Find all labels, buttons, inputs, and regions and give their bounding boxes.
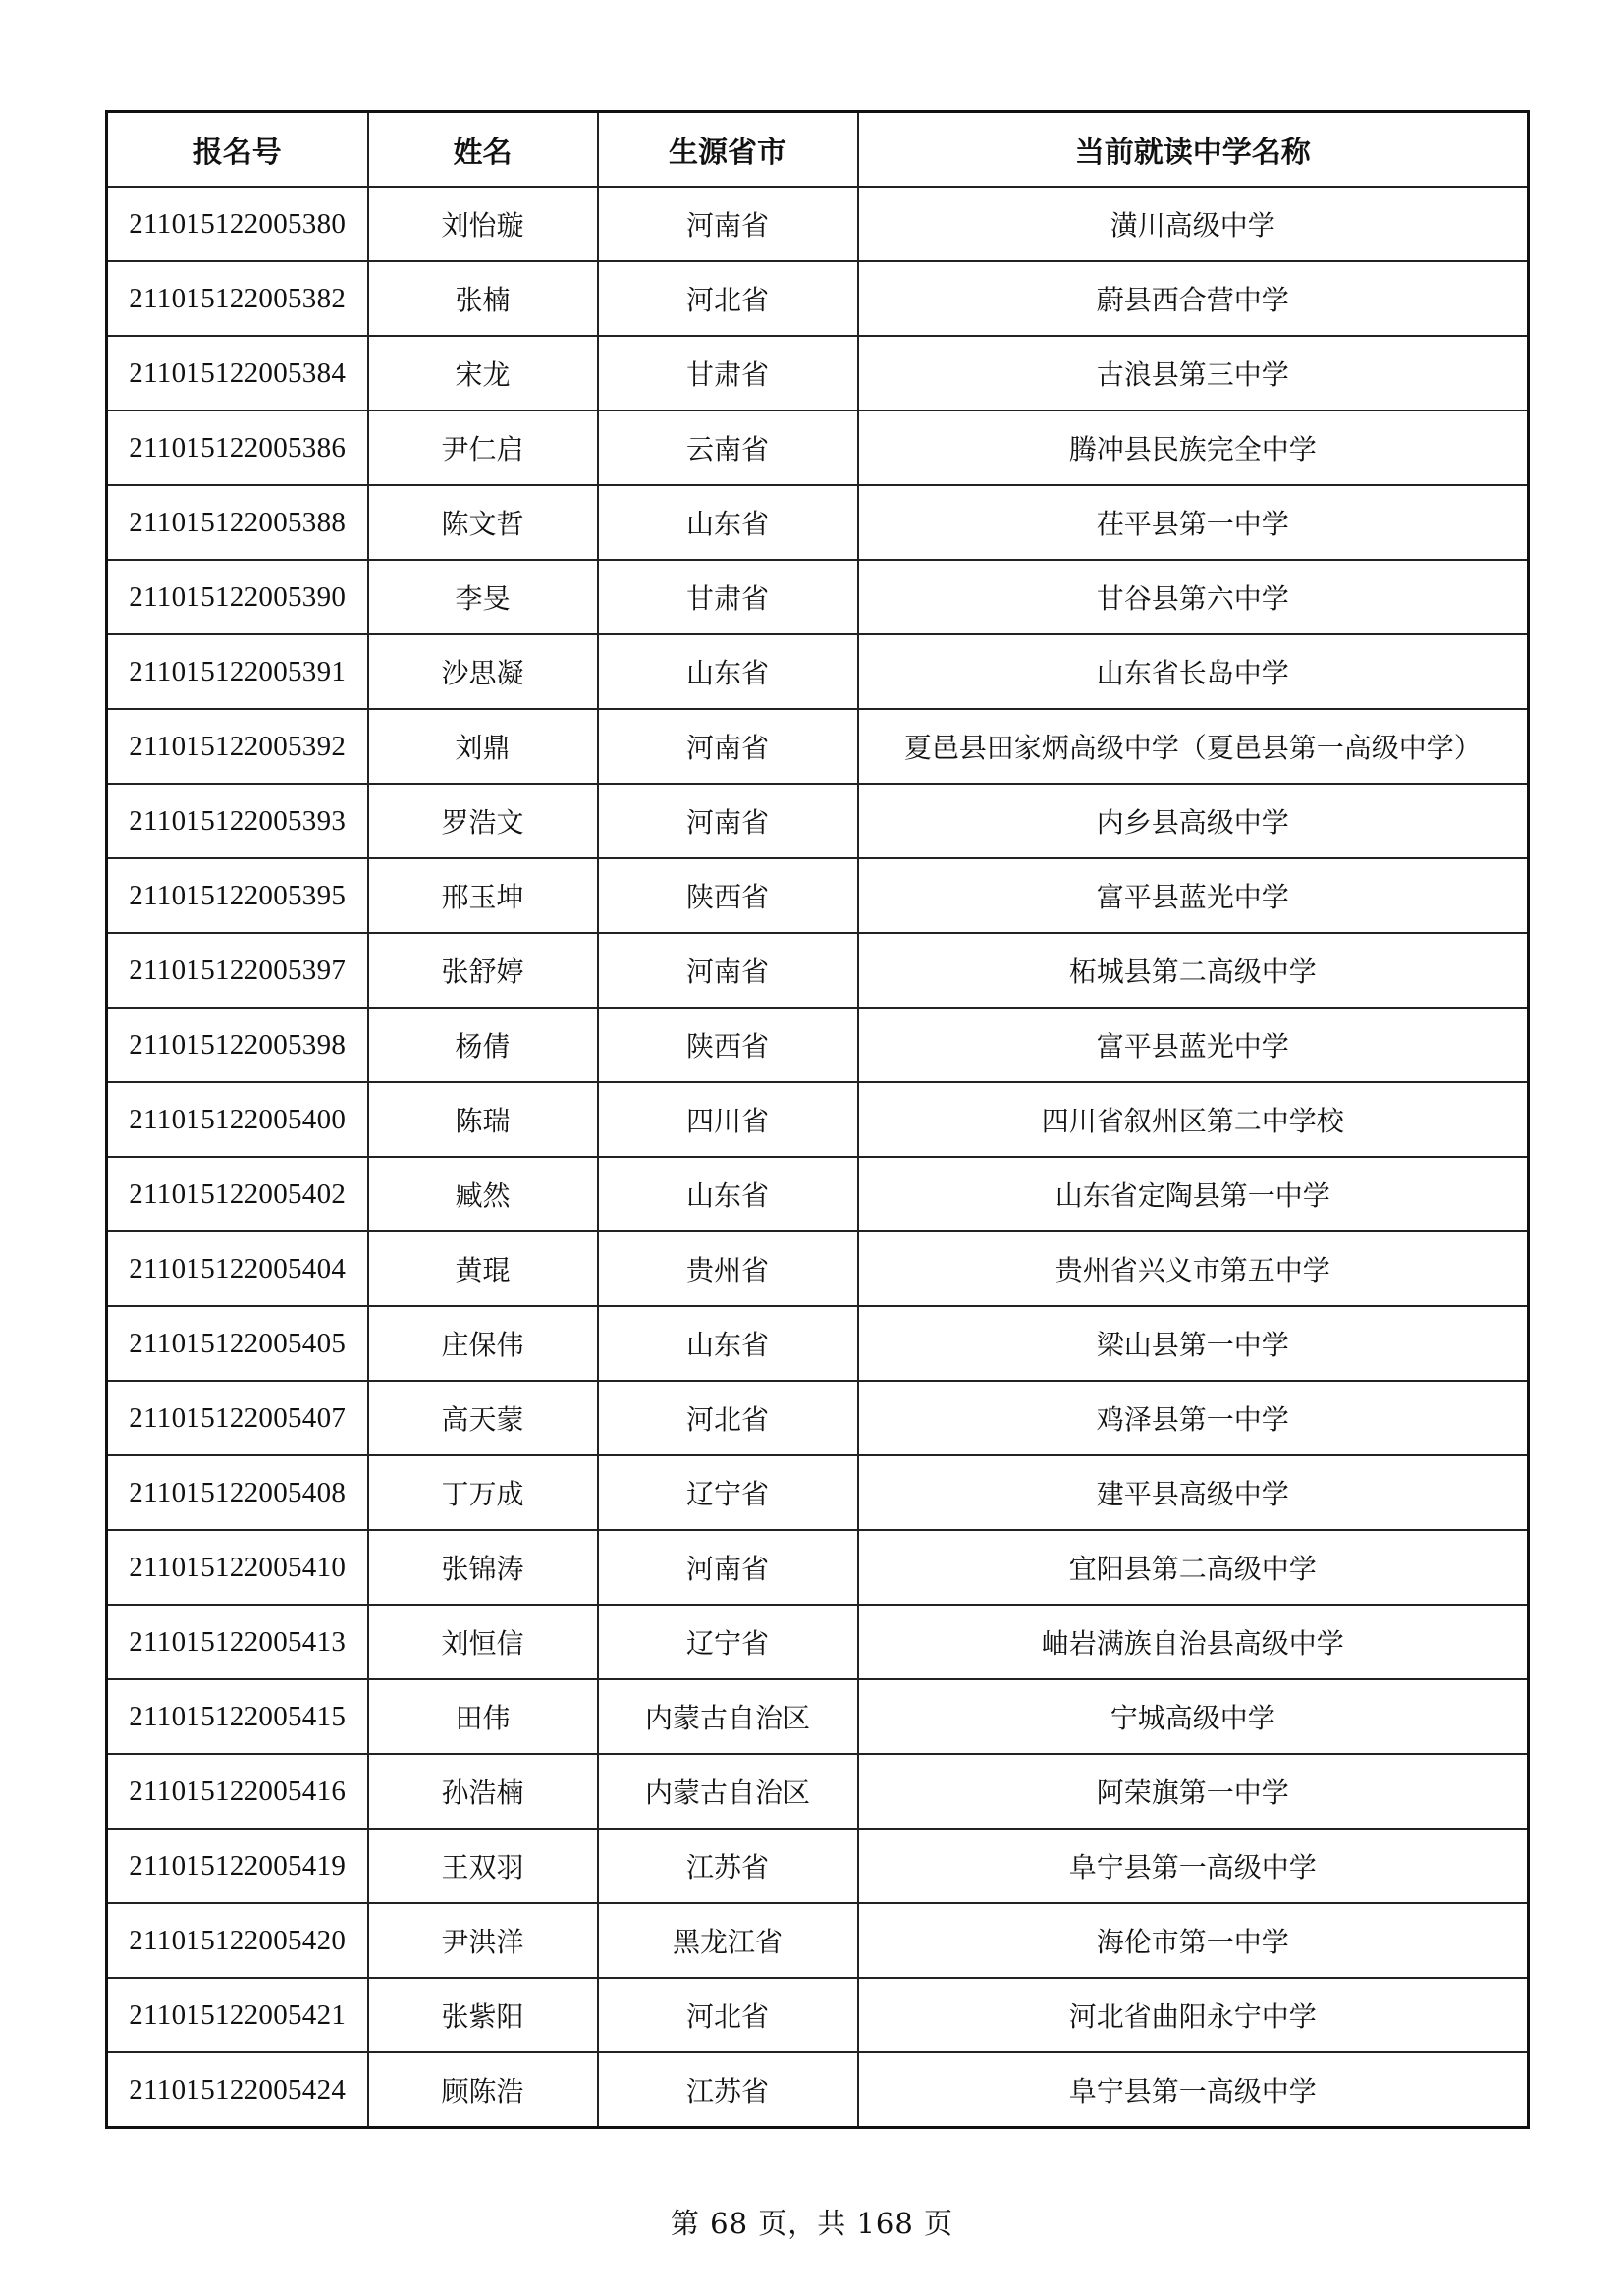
table-row bbox=[107, 187, 1529, 261]
name-cell: 刘鼎 bbox=[368, 709, 598, 784]
registration-number-cell: 211015122005380 bbox=[107, 187, 368, 261]
name-cell: 张楠 bbox=[368, 261, 598, 336]
table-row bbox=[107, 709, 1529, 784]
school-cell: 甘谷县第六中学 bbox=[858, 560, 1529, 634]
province-cell: 河南省 bbox=[598, 933, 858, 1008]
table-row bbox=[107, 634, 1529, 709]
page-number-footer: 第 68 页，共 168 页 bbox=[670, 2207, 954, 2240]
name-cell: 刘恒信 bbox=[368, 1605, 598, 1679]
name-cell: 沙思凝 bbox=[368, 634, 598, 709]
school-cell: 梁山县第一中学 bbox=[858, 1306, 1529, 1381]
province-cell: 甘肃省 bbox=[598, 560, 858, 634]
registration-number-cell: 211015122005424 bbox=[107, 2052, 368, 2128]
name-cell: 罗浩文 bbox=[368, 784, 598, 858]
table-row bbox=[107, 1231, 1529, 1306]
registration-number-cell: 211015122005384 bbox=[107, 336, 368, 410]
registration-number-cell: 211015122005382 bbox=[107, 261, 368, 336]
province-cell: 河北省 bbox=[598, 1978, 858, 2052]
registration-number-cell: 211015122005421 bbox=[107, 1978, 368, 2052]
name-cell: 高天蒙 bbox=[368, 1381, 598, 1455]
registration-number-cell: 211015122005413 bbox=[107, 1605, 368, 1679]
table-row bbox=[107, 485, 1529, 560]
table-row bbox=[107, 1903, 1529, 1978]
school-cell: 富平县蓝光中学 bbox=[858, 1008, 1529, 1082]
province-cell: 云南省 bbox=[598, 410, 858, 485]
province-cell: 河南省 bbox=[598, 1530, 858, 1605]
header-registration-number: 报名号 bbox=[107, 112, 368, 188]
name-cell: 宋龙 bbox=[368, 336, 598, 410]
table-row bbox=[107, 1381, 1529, 1455]
table-row bbox=[107, 261, 1529, 336]
school-cell: 贵州省兴义市第五中学 bbox=[858, 1231, 1529, 1306]
table-row bbox=[107, 1978, 1529, 2052]
name-cell: 尹洪洋 bbox=[368, 1903, 598, 1978]
province-cell: 河南省 bbox=[598, 784, 858, 858]
school-cell: 河北省曲阳永宁中学 bbox=[858, 1978, 1529, 2052]
province-cell: 山东省 bbox=[598, 1157, 858, 1231]
school-cell: 夏邑县田家炳高级中学（夏邑县第一高级中学） bbox=[858, 709, 1529, 784]
province-cell: 辽宁省 bbox=[598, 1605, 858, 1679]
province-cell: 江苏省 bbox=[598, 2052, 858, 2128]
name-cell: 张紫阳 bbox=[368, 1978, 598, 2052]
table-row bbox=[107, 410, 1529, 485]
name-cell: 丁万成 bbox=[368, 1455, 598, 1530]
table-row bbox=[107, 1306, 1529, 1381]
province-cell: 黑龙江省 bbox=[598, 1903, 858, 1978]
province-cell: 河北省 bbox=[598, 261, 858, 336]
table-row bbox=[107, 858, 1529, 933]
registration-number-cell: 211015122005393 bbox=[107, 784, 368, 858]
header-province: 生源省市 bbox=[598, 112, 858, 188]
school-cell: 山东省定陶县第一中学 bbox=[858, 1157, 1529, 1231]
school-cell: 四川省叙州区第二中学校 bbox=[858, 1082, 1529, 1157]
province-cell: 陕西省 bbox=[598, 1008, 858, 1082]
name-cell: 臧然 bbox=[368, 1157, 598, 1231]
registration-number-cell: 211015122005420 bbox=[107, 1903, 368, 1978]
name-cell: 庄保伟 bbox=[368, 1306, 598, 1381]
name-cell: 杨倩 bbox=[368, 1008, 598, 1082]
school-cell: 宜阳县第二高级中学 bbox=[858, 1530, 1529, 1605]
school-cell: 茌平县第一中学 bbox=[858, 485, 1529, 560]
table-row bbox=[107, 1082, 1529, 1157]
province-cell: 山东省 bbox=[598, 485, 858, 560]
school-cell: 柘城县第二高级中学 bbox=[858, 933, 1529, 1008]
province-cell: 山东省 bbox=[598, 1306, 858, 1381]
name-cell: 张锦涛 bbox=[368, 1530, 598, 1605]
province-cell: 陕西省 bbox=[598, 858, 858, 933]
registration-number-cell: 211015122005402 bbox=[107, 1157, 368, 1231]
registration-number-cell: 211015122005416 bbox=[107, 1754, 368, 1829]
table-header bbox=[107, 112, 1529, 188]
province-cell: 河南省 bbox=[598, 709, 858, 784]
province-cell: 内蒙古自治区 bbox=[598, 1754, 858, 1829]
registration-number-cell: 211015122005395 bbox=[107, 858, 368, 933]
table-row bbox=[107, 1455, 1529, 1530]
school-cell: 富平县蓝光中学 bbox=[858, 858, 1529, 933]
school-cell: 山东省长岛中学 bbox=[858, 634, 1529, 709]
registration-number-cell: 211015122005415 bbox=[107, 1679, 368, 1754]
school-cell: 阜宁县第一高级中学 bbox=[858, 1829, 1529, 1903]
school-cell: 海伦市第一中学 bbox=[858, 1903, 1529, 1978]
header-name: 姓名 bbox=[368, 112, 598, 188]
registration-number-cell: 211015122005404 bbox=[107, 1231, 368, 1306]
table-row bbox=[107, 560, 1529, 634]
table-row bbox=[107, 933, 1529, 1008]
school-cell: 潢川高级中学 bbox=[858, 187, 1529, 261]
registration-number-cell: 211015122005388 bbox=[107, 485, 368, 560]
registration-number-cell: 211015122005407 bbox=[107, 1381, 368, 1455]
name-cell: 王双羽 bbox=[368, 1829, 598, 1903]
student-roster-table bbox=[105, 110, 1530, 2129]
school-cell: 蔚县西合营中学 bbox=[858, 261, 1529, 336]
province-cell: 内蒙古自治区 bbox=[598, 1679, 858, 1754]
name-cell: 刘怡璇 bbox=[368, 187, 598, 261]
school-cell: 鸡泽县第一中学 bbox=[858, 1381, 1529, 1455]
name-cell: 田伟 bbox=[368, 1679, 598, 1754]
school-cell: 建平县高级中学 bbox=[858, 1455, 1529, 1530]
school-cell: 阜宁县第一高级中学 bbox=[858, 2052, 1529, 2128]
school-cell: 古浪县第三中学 bbox=[858, 336, 1529, 410]
province-cell: 甘肃省 bbox=[598, 336, 858, 410]
table-row bbox=[107, 1605, 1529, 1679]
registration-number-cell: 211015122005386 bbox=[107, 410, 368, 485]
table-row bbox=[107, 336, 1529, 410]
school-cell: 宁城高级中学 bbox=[858, 1679, 1529, 1754]
registration-number-cell: 211015122005405 bbox=[107, 1306, 368, 1381]
province-cell: 四川省 bbox=[598, 1082, 858, 1157]
school-cell: 腾冲县民族完全中学 bbox=[858, 410, 1529, 485]
header-row bbox=[107, 112, 1529, 188]
table-row bbox=[107, 1530, 1529, 1605]
name-cell: 顾陈浩 bbox=[368, 2052, 598, 2128]
province-cell: 江苏省 bbox=[598, 1829, 858, 1903]
province-cell: 河南省 bbox=[598, 187, 858, 261]
name-cell: 李旻 bbox=[368, 560, 598, 634]
table-row bbox=[107, 2052, 1529, 2128]
school-cell: 内乡县高级中学 bbox=[858, 784, 1529, 858]
registration-number-cell: 211015122005419 bbox=[107, 1829, 368, 1903]
table-row bbox=[107, 1754, 1529, 1829]
name-cell: 陈瑞 bbox=[368, 1082, 598, 1157]
registration-number-cell: 211015122005397 bbox=[107, 933, 368, 1008]
name-cell: 张舒婷 bbox=[368, 933, 598, 1008]
registration-number-cell: 211015122005390 bbox=[107, 560, 368, 634]
registration-number-cell: 211015122005392 bbox=[107, 709, 368, 784]
table-row bbox=[107, 1008, 1529, 1082]
name-cell: 孙浩楠 bbox=[368, 1754, 598, 1829]
province-cell: 山东省 bbox=[598, 634, 858, 709]
table-row bbox=[107, 1157, 1529, 1231]
table-body bbox=[107, 187, 1529, 2128]
registration-number-cell: 211015122005410 bbox=[107, 1530, 368, 1605]
table-row bbox=[107, 1679, 1529, 1754]
province-cell: 辽宁省 bbox=[598, 1455, 858, 1530]
name-cell: 邢玉坤 bbox=[368, 858, 598, 933]
school-cell: 阿荣旗第一中学 bbox=[858, 1754, 1529, 1829]
name-cell: 尹仁启 bbox=[368, 410, 598, 485]
province-cell: 河北省 bbox=[598, 1381, 858, 1455]
province-cell: 贵州省 bbox=[598, 1231, 858, 1306]
registration-number-cell: 211015122005400 bbox=[107, 1082, 368, 1157]
name-cell: 陈文哲 bbox=[368, 485, 598, 560]
registration-number-cell: 211015122005391 bbox=[107, 634, 368, 709]
registration-number-cell: 211015122005408 bbox=[107, 1455, 368, 1530]
table-row bbox=[107, 784, 1529, 858]
name-cell: 黄琨 bbox=[368, 1231, 598, 1306]
header-school: 当前就读中学名称 bbox=[858, 112, 1529, 188]
school-cell: 岫岩满族自治县高级中学 bbox=[858, 1605, 1529, 1679]
table-row bbox=[107, 1829, 1529, 1903]
registration-number-cell: 211015122005398 bbox=[107, 1008, 368, 1082]
